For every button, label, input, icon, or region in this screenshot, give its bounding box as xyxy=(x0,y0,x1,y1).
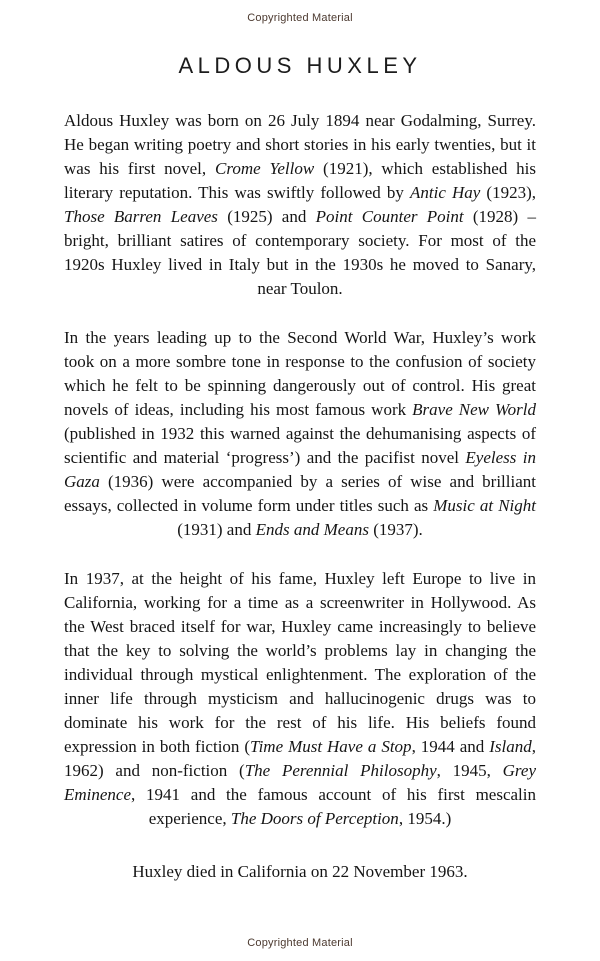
text-run: (1928) – bright, brilliant satires of contemporary society. For most of the 1920s Huxley lived in Italy but in the 1930s he moved to Sanary, near Toulon. xyxy=(64,207,536,298)
text-run: In the years leading up to the Second World War, Huxley’s work took on a more sombre tone in response to the confusion of society which he felt to be spinning dangerously out of control. His great novels of ideas, including his most famous work xyxy=(64,328,536,419)
text-run: (1921), which established his literary reputation. This was swiftly followed by xyxy=(64,159,537,202)
text-run: , 1954.) xyxy=(398,809,452,828)
biography-paragraph-2 xyxy=(64,326,536,542)
book-title: Antic Hay xyxy=(410,183,481,202)
text-run: (1936) were accompanied by a series of wise and brilliant essays, collected in volume form under titles such as xyxy=(64,472,536,515)
text-run: , 1944 and xyxy=(411,737,490,756)
text-run: Aldous Huxley was born on 26 July 1894 near Godalming, Surrey. He began writing poetry and short stories in his early twenties, but it was his first novel, xyxy=(64,111,536,178)
biography-paragraph-1 xyxy=(64,109,536,301)
text-run: (1925) and xyxy=(217,207,316,226)
text-run: , 1945, xyxy=(436,761,503,780)
biography-text xyxy=(64,109,536,884)
text-run: (1923), xyxy=(480,183,537,202)
book-title: Time Must Have a Stop xyxy=(250,737,412,756)
book-title: The Perennial Philosophy xyxy=(244,761,437,780)
copyright-notice-top: Copyrighted Material xyxy=(247,12,353,24)
book-title: Point Counter Point xyxy=(315,207,464,226)
copyright-notice-bottom: Copyrighted Material xyxy=(247,937,353,949)
page-title: ALDOUS HUXLEY xyxy=(178,53,422,78)
book-title: Music at Night xyxy=(433,496,536,515)
text-run: In 1937, at the height of his fame, Huxley left Europe to live in California, working for a time as a screenwriter in Hollywood. As the West braced itself for war, Huxley came increasingly to believe that the key to solving the world’s problems lay in changing the individual through mystical enlightenment. The exploration of the inner life through mysticism and hallucinogenic drugs was to dominate his work for the rest of his life. His beliefs found expression in both fiction ( xyxy=(64,569,536,756)
book-title: Crome Yellow xyxy=(215,159,315,178)
text-run: (published in 1932 this warned against the dehumanising aspects of scientific and material ‘progress’) and the pacifist novel xyxy=(64,424,536,467)
book-title: Grey Eminence xyxy=(64,761,537,804)
book-title: The Doors of Perception xyxy=(230,809,399,828)
text-run: , 1962) and non-fiction ( xyxy=(64,737,536,780)
closing-line: Huxley died in California on 22 November 1963. xyxy=(132,862,468,881)
book-title: Eyeless in Gaza xyxy=(64,448,536,491)
text-run: (1937). xyxy=(368,520,423,539)
book-title: Island xyxy=(489,737,532,756)
book-title: Ends and Means xyxy=(255,520,369,539)
text-run: , 1941 and the famous account of his first mescalin experience, xyxy=(131,785,536,828)
book-title: Brave New World xyxy=(412,400,536,419)
text-run: (1931) and xyxy=(177,520,256,539)
biography-paragraph-3 xyxy=(64,567,536,831)
book-title: Those Barren Leaves xyxy=(64,207,218,226)
